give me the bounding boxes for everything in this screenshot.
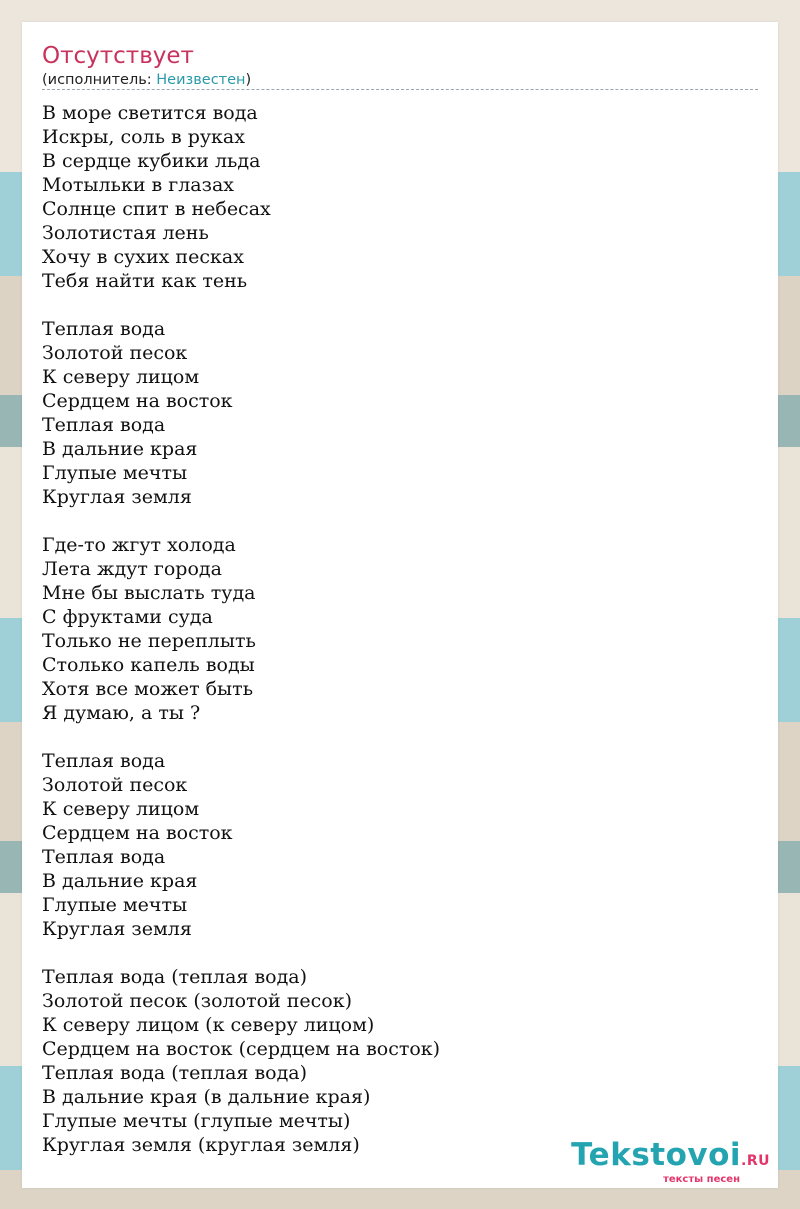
lyrics-panel xyxy=(22,22,778,1188)
lyric-line: Глупые мечты xyxy=(42,894,188,916)
stanza-gap xyxy=(42,293,758,317)
lyric-line: Сердцем на восток xyxy=(42,390,233,412)
lyric-line: Лета ждут города xyxy=(42,558,222,580)
lyric-line: Глупые мечты (глупые мечты) xyxy=(42,1110,351,1132)
lyric-line: В море светится вода xyxy=(42,102,258,124)
lyric-line: Где-то жгут холода xyxy=(42,534,236,556)
lyric-line: Столько капель воды xyxy=(42,654,255,676)
lyric-line: Искры, соль в руках xyxy=(42,126,245,148)
title-divider xyxy=(42,89,758,90)
lyric-line: В дальние края xyxy=(42,438,198,460)
lyric-line: Я думаю, а ты ? xyxy=(42,702,201,724)
lyric-line: Глупые мечты xyxy=(42,462,188,484)
lyric-line: Сердцем на восток (сердцем на восток) xyxy=(42,1038,441,1060)
artist-link[interactable]: Неизвестен xyxy=(156,72,246,88)
lyrics-text xyxy=(42,101,758,1157)
site-logo[interactable] xyxy=(571,1138,770,1186)
lyric-line: Теплая вода xyxy=(42,318,166,340)
artist-line xyxy=(42,71,251,89)
stanza-gap xyxy=(42,509,758,533)
logo-tld: .RU xyxy=(741,1153,770,1169)
lyric-line: Круглая земля (круглая земля) xyxy=(42,1134,360,1156)
lyric-line: Сердцем на восток xyxy=(42,822,233,844)
lyric-line: Хотя все может быть xyxy=(42,678,254,700)
lyric-line: Только не переплыть xyxy=(42,630,256,652)
stanza-gap xyxy=(42,725,758,749)
lyric-line: Теплая вода xyxy=(42,414,166,436)
logo-tagline: тексты песен xyxy=(663,1174,740,1185)
stanza-gap xyxy=(42,941,758,965)
lyric-line: Теплая вода xyxy=(42,750,166,772)
artist-suffix: ) xyxy=(245,72,252,88)
lyric-line: С фруктами суда xyxy=(42,606,213,628)
lyric-line: Золотой песок (золотой песок) xyxy=(42,990,352,1012)
lyric-line: В сердце кубики льда xyxy=(42,150,261,172)
lyric-line: Теплая вода (теплая вода) xyxy=(42,966,308,988)
lyric-line: В дальние края (в дальние края) xyxy=(42,1086,371,1108)
lyric-line: К северу лицом (к северу лицом) xyxy=(42,1014,375,1036)
lyric-line: Хочу в сухих песках xyxy=(42,246,244,268)
lyric-line: Мотыльки в глазах xyxy=(42,174,235,196)
logo-name: Tekstovoi xyxy=(571,1137,742,1173)
lyric-line: Круглая земля xyxy=(42,486,192,508)
lyric-line: Солнце спит в небесах xyxy=(42,198,271,220)
lyric-line: Золотой песок xyxy=(42,774,188,796)
lyric-line: В дальние края xyxy=(42,870,198,892)
artist-prefix: (исполнитель: xyxy=(42,72,157,88)
lyric-line: Теплая вода (теплая вода) xyxy=(42,1062,308,1084)
lyric-line: К северу лицом xyxy=(42,366,200,388)
lyric-line: Теплая вода xyxy=(42,846,166,868)
lyric-line: Круглая земля xyxy=(42,918,192,940)
lyric-line: Мне бы выслать туда xyxy=(42,582,256,604)
lyric-line: К северу лицом xyxy=(42,798,200,820)
song-title: Отсутствует xyxy=(42,43,194,69)
lyric-line: Золотистая лень xyxy=(42,222,209,244)
lyric-line: Золотой песок xyxy=(42,342,188,364)
lyric-line: Тебя найти как тень xyxy=(42,270,248,292)
